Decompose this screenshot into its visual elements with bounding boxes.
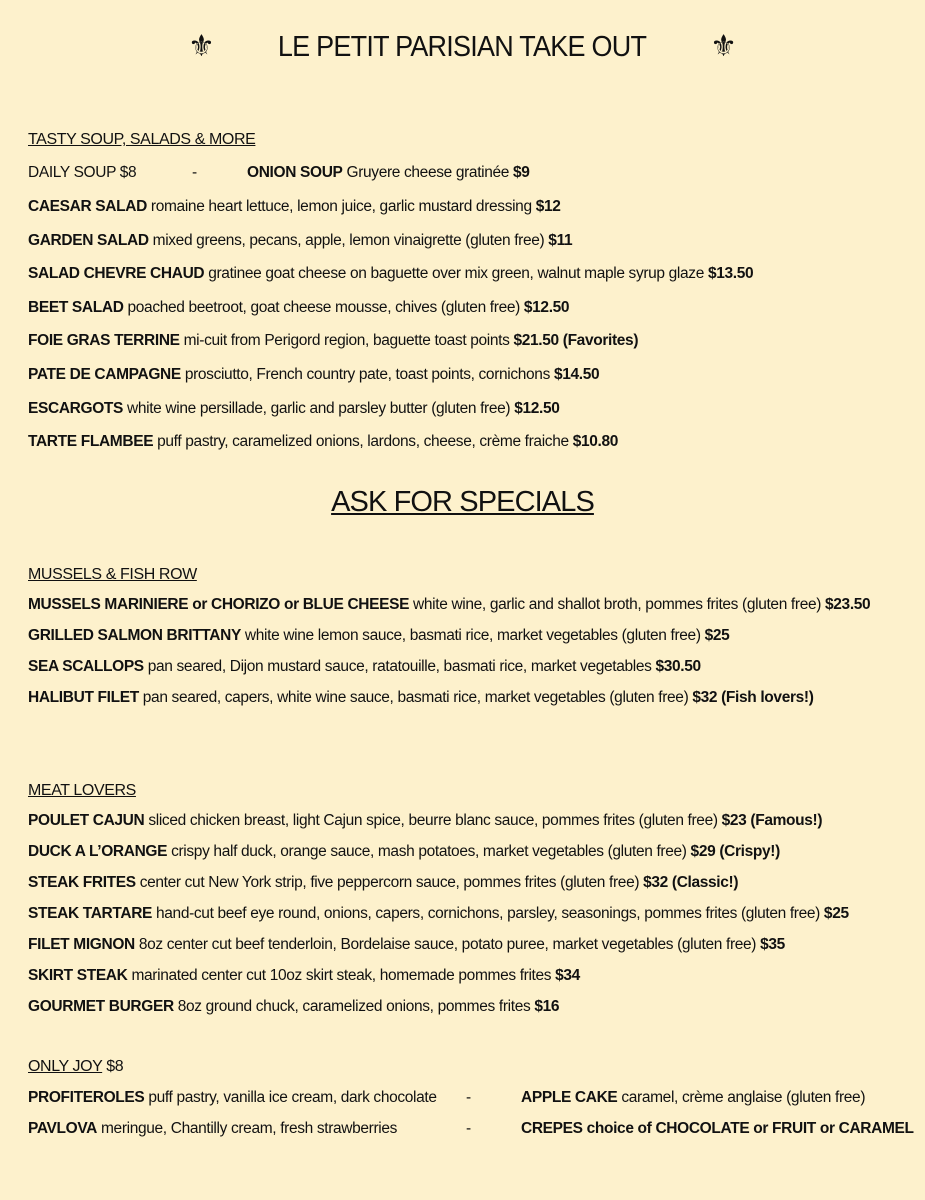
menu-item: [28, 874, 738, 892]
item-price: $34: [555, 967, 580, 984]
menu-item: [28, 299, 569, 317]
item-name: DUCK A L’ORANGE: [28, 843, 168, 860]
item-name: STEAK TARTARE: [28, 905, 153, 922]
menu-item: [28, 658, 701, 676]
item-note: (Classic!): [667, 874, 739, 891]
item-price: $9: [513, 164, 530, 181]
item-name: SKIRT STEAK: [28, 967, 128, 984]
dessert-right-1: [521, 1089, 865, 1107]
item-description: gratinee goat cheese on baguette over mix green, walnut maple syrup glaze: [204, 265, 708, 283]
item-note: (Fish lovers!): [717, 689, 814, 706]
menu-item: [28, 433, 618, 451]
menu-item: [28, 936, 785, 954]
menu-item: [28, 400, 560, 418]
dessert-right-2: [521, 1120, 914, 1138]
item-price: $11: [548, 231, 573, 249]
specials-banner: ASK FOR SPECIALS: [331, 486, 594, 518]
item-name: SALAD CHEVRE CHAUD: [28, 265, 205, 283]
menu-item: [28, 627, 729, 645]
menu-item: [28, 812, 822, 830]
item-name: PATE DE CAMPAGNE: [28, 366, 181, 383]
item-price: $12.50: [514, 399, 560, 417]
item-price: $14.50: [553, 366, 600, 383]
item-name: BEET SALAD: [28, 298, 124, 316]
menu-item: [28, 967, 580, 985]
item-description: sliced chicken breast, light Cajun spice, beurre blanc sauce, pommes frites (gluten free): [144, 812, 722, 829]
item-name: SEA SCALLOPS: [28, 658, 144, 675]
menu-item: [28, 998, 559, 1016]
item-description: Gruyere cheese gratinée: [342, 164, 514, 181]
menu-item-onion-soup: [247, 164, 530, 182]
item-description: meringue, Chantilly cream, fresh strawberries: [97, 1120, 398, 1137]
item-description: prosciutto, French country pate, toast points, cornichons: [180, 366, 554, 383]
dessert-heading: ONLY JOY: [28, 1058, 103, 1075]
item-description: caramel, crème anglaise (gluten free): [617, 1089, 866, 1106]
item-price: $13.50: [707, 265, 754, 283]
item-name: GOURMET BURGER: [28, 998, 174, 1015]
item-description: white wine persillade, garlic and parsley butter (gluten free): [123, 399, 515, 417]
section-heading-dessert: [28, 1058, 123, 1076]
item-price: $23: [721, 812, 747, 829]
menu-item: [28, 198, 561, 216]
dessert-left-1: [28, 1089, 437, 1107]
item-name: PROFITEROLES: [28, 1089, 145, 1106]
item-name: ONION SOUP: [247, 164, 343, 181]
item-description: crispy half duck, orange sauce, mash potatoes, market vegetables (gluten free): [167, 843, 691, 860]
separator: -: [466, 1089, 472, 1106]
item-price: $25: [823, 905, 849, 922]
item-description: poached beetroot, goat cheese mousse, chives (gluten free): [123, 298, 524, 316]
item-price: $12.50: [523, 298, 570, 316]
item-name: GARDEN SALAD: [28, 231, 149, 249]
menu-item: [28, 232, 572, 250]
item-name: CREPES choice of CHOCOLATE or FRUIT or CARAMEL: [521, 1120, 914, 1137]
item-description: pan seared, capers, white wine sauce, basmati rice, market vegetables (gluten free): [138, 689, 693, 706]
item-description: puff pastry, vanilla ice cream, dark chocolate: [144, 1089, 437, 1106]
item-price: $12: [535, 198, 561, 215]
item-price: $25: [704, 627, 730, 644]
item-name: APPLE CAKE: [521, 1089, 618, 1106]
item-description: hand-cut beef eye round, onions, capers, cornichons, parsley, seasonings, pommes frites (gluten free): [152, 905, 824, 922]
header: [0, 24, 925, 70]
fleur-de-lis-icon: ⚜: [188, 30, 215, 63]
item-description: white wine lemon sauce, basmati rice, market vegetables (gluten free): [240, 627, 705, 644]
item-name: FOIE GRAS TERRINE: [28, 332, 180, 350]
page-title: LE PETIT PARISIAN TAKE OUT: [278, 30, 647, 63]
item-description: mi-cuit from Perigord region, baguette toast points: [179, 332, 514, 350]
item-price: $32: [692, 689, 718, 706]
menu-item: [28, 689, 814, 707]
item-price: $16: [534, 998, 560, 1015]
item-price: $30.50: [655, 658, 701, 675]
item-description: puff pastry, caramelized onions, lardons, cheese, crème fraiche: [153, 433, 573, 451]
section-heading-meat: MEAT LOVERS: [28, 782, 136, 799]
item-price: $10.80: [572, 433, 619, 451]
fleur-de-lis-icon: ⚜: [710, 30, 737, 63]
section-heading-fish: MUSSELS & FISH ROW: [28, 566, 197, 583]
item-name: HALIBUT FILET: [28, 689, 139, 706]
menu-item: [28, 265, 753, 283]
menu-item: [28, 332, 638, 350]
item-name: GRILLED SALMON BRITTANY: [28, 627, 241, 644]
item-description: marinated center cut 10oz skirt steak, homemade pommes frites: [127, 967, 556, 984]
menu-item-daily-soup: [28, 164, 136, 182]
item-name: MUSSELS MARINIERE or CHORIZO or BLUE CHEESE: [28, 596, 410, 613]
item-description: pan seared, Dijon mustard sauce, ratatouille, basmati rice, market vegetables: [143, 658, 656, 675]
separator: -: [466, 1120, 472, 1137]
item-name: ESCARGOTS: [28, 399, 124, 417]
item-price: $21.50: [513, 332, 559, 350]
item-name: POULET CAJUN: [28, 812, 145, 829]
item-note: (Crispy!): [715, 843, 780, 860]
menu-item: [28, 596, 870, 614]
item-price: $29: [690, 843, 716, 860]
item-note: (Favorites): [558, 332, 639, 350]
item-description: 8oz ground chuck, caramelized onions, pommes frites: [173, 998, 535, 1015]
menu-item: [28, 843, 780, 861]
item-description: 8oz center cut beef tenderloin, Bordelaise sauce, potato puree, market vegetables (gluten free): [134, 936, 761, 953]
item-description: romaine heart lettuce, lemon juice, garlic mustard dressing: [146, 198, 536, 215]
item-description: mixed greens, pecans, apple, lemon vinaigrette (gluten free): [148, 231, 549, 249]
item-name: PAVLOVA: [28, 1120, 98, 1137]
item-description: white wine, garlic and shallot broth, pommes frites (gluten free): [409, 596, 826, 613]
dessert-price: $8: [102, 1058, 124, 1075]
menu-item: [28, 366, 599, 384]
item-description: center cut New York strip, five peppercorn sauce, pommes frites (gluten free): [135, 874, 644, 891]
section-heading-soups: TASTY SOUP, SALADS & MORE: [28, 131, 256, 148]
item-price: $23.50: [825, 596, 871, 613]
item-name: STEAK FRITES: [28, 874, 136, 891]
item-name: FILET MIGNON: [28, 936, 135, 953]
separator: -: [192, 164, 198, 181]
item-price: $35: [760, 936, 785, 953]
daily-soup-label: DAILY SOUP $8: [28, 164, 137, 181]
item-price: $32: [643, 874, 668, 891]
menu-item: [28, 905, 849, 923]
item-note: (Famous!): [746, 812, 823, 829]
item-name: TARTE FLAMBEE: [28, 433, 154, 451]
item-name: CAESAR SALAD: [28, 198, 147, 215]
dessert-left-2: [28, 1120, 397, 1138]
